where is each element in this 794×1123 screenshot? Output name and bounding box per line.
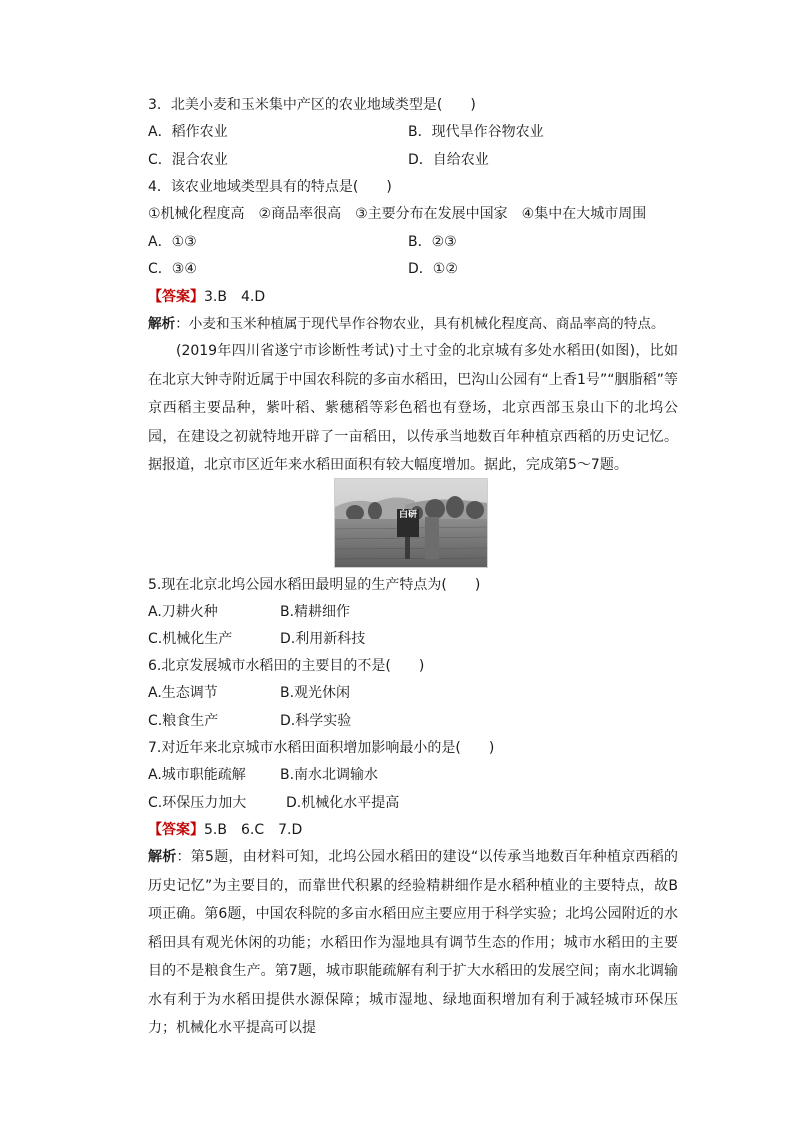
q4-statements: ①机械化程度高 ②商品率很高 ③主要分布在发展中国家 ④集中在大城市周围 xyxy=(148,206,647,222)
analysis-paragraph-2 xyxy=(148,843,678,1043)
q6-option-d: D.科学实验 xyxy=(280,713,352,729)
analysis-text: ：小麦和玉米种植属于现代旱作谷物农业，具有机械化程度高、商品率高的特点。 xyxy=(175,316,665,332)
photo-sign-text: 白研 xyxy=(399,510,418,520)
q3-option-c: C．混合农业 xyxy=(148,152,228,168)
q7-option-c: C.环保压力加大 xyxy=(148,795,247,811)
material-paragraph: (2019年四川省遂宁市诊断性考试)寸土寸金的北京城有多处水稻田(如图)，比如在北京大钟寺附近属于中国农科院的多亩水稻田，巴沟山公园有“上香1号”“胭脂稻”等京西稻主要品种，紫叶稻、紫穗稻等彩色稻也有登场，北京西部玉泉山下的北坞公园，在建设之初就特地开辟了一亩稻田，以传承当地数百年种植京西稻的历史记忆。据报道，北京市区近年来水稻田面积有较大幅度增加。据此，完成第5～7题。 xyxy=(148,343,678,473)
analysis-label: 解析 xyxy=(148,316,176,332)
q7-option-d: D.机械化水平提高 xyxy=(286,795,400,811)
answer-line-1 xyxy=(148,287,265,307)
q6-option-b: B.观光休闲 xyxy=(280,685,351,701)
q5-option-b: B.精耕细作 xyxy=(280,604,351,620)
answer-tag: 【答案】 xyxy=(148,822,204,838)
q6-option-a: A.生态调节 xyxy=(148,685,218,701)
analysis-line-1 xyxy=(148,314,665,334)
question-6-stem: 6.北京发展城市水稻田的主要目的不是( ) xyxy=(148,658,425,674)
q4-option-d: D．①② xyxy=(408,261,458,277)
answer-values: 3.B 4.D xyxy=(204,289,266,305)
q4-option-b: B．②③ xyxy=(408,234,457,250)
q5-option-a: A.刀耕火种 xyxy=(148,604,218,620)
answer-tag: 【答案】 xyxy=(148,289,204,305)
question-5-stem: 5.现在北京北坞公园水稻田最明显的生产特点为( ) xyxy=(148,577,481,593)
question-3-stem: 3．北美小麦和玉米集中产区的农业地域类型是( ) xyxy=(148,97,476,113)
q6-option-c: C.粮食生产 xyxy=(148,713,219,729)
analysis-text: ：第5题，由材料可知，北坞公园水稻田的建设“以传承当地数百年种植京西稻的历史记忆”为主要目的，而靠世代积累的经验精耕细作是水稻种植业的主要特点，故B项正确。第6题，中国农科院的多亩水稻田应主要应用于科学实验；北坞公园附近的水稻田具有观光休闲的功能；水稻田作为湿地具有调节生态的作用；城市水稻田的主要目的不是粮食生产。第7题，城市职能疏解有利于扩大水稻田的发展空间；南水北调输水有利于为水稻田提供水源保障；城市湿地、绿地面积增加有利于减轻城市环保压力；机械化水平提高可以提 xyxy=(148,849,678,1036)
answer-line-2 xyxy=(148,820,302,840)
q3-option-d: D．自给农业 xyxy=(408,152,489,168)
answer-values: 5.B 6.C 7.D xyxy=(204,822,303,838)
question-4-stem: 4．该农业地域类型具有的特点是( ) xyxy=(148,179,392,195)
q3-option-a: A．稻作农业 xyxy=(148,124,228,140)
q3-option-b: B．现代旱作谷物农业 xyxy=(408,124,544,140)
q5-option-c: C.机械化生产 xyxy=(148,631,233,647)
q4-option-a: A．①③ xyxy=(148,234,197,250)
q5-option-d: D.利用新科技 xyxy=(280,631,366,647)
q7-option-b: B.南水北调输水 xyxy=(280,767,379,783)
rice-field-photo xyxy=(334,478,488,568)
q7-option-a: A.城市职能疏解 xyxy=(148,767,246,783)
question-7-stem: 7.对近年来北京城市水稻田面积增加影响最小的是( ) xyxy=(148,740,495,756)
analysis-label: 解析 xyxy=(148,849,177,865)
q4-option-c: C．③④ xyxy=(148,261,197,277)
